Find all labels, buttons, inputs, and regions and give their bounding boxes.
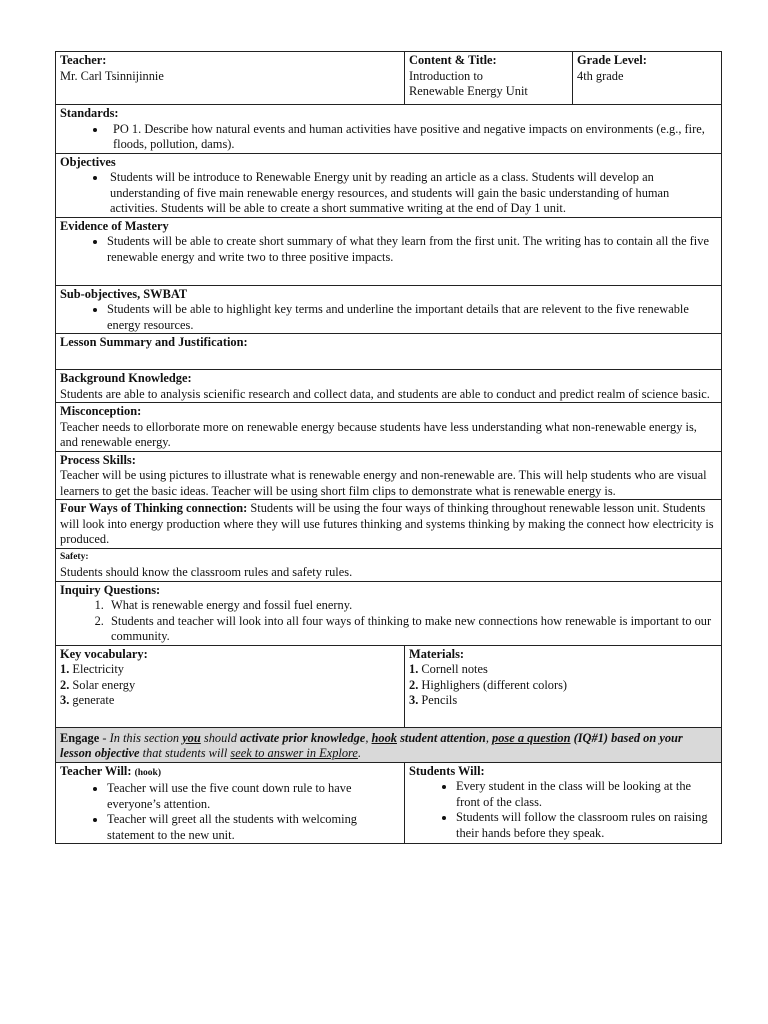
students-will-list (409, 779, 717, 841)
vocab-item-number: 2. (60, 677, 70, 692)
objectives-cell (56, 153, 722, 217)
four-ways-row (56, 500, 722, 549)
teacher-label: Teacher: (60, 53, 107, 67)
standards-label: Standards: (60, 106, 119, 120)
standards-item: • PO 1. Describe how natural events and human activities have positive and negative impacts on environments (e.g., fire, floods, pollution, dams). (107, 122, 717, 153)
standards-row (56, 105, 722, 154)
teacher-will-item: • Teacher will greet all the students with welcoming statement to the new unit. (107, 812, 400, 843)
inquiry-label: Inquiry Questions: (60, 582, 161, 597)
vocab-item-text: Electricity (69, 662, 124, 676)
grade-level-cell (573, 52, 722, 105)
evidence-row (56, 217, 722, 285)
subobjectives-row (56, 285, 722, 334)
engage-text-13: . (357, 746, 362, 760)
background-cell (56, 370, 722, 403)
vocab-label: Key vocabulary: (60, 646, 148, 661)
engage-text-12: seek to answer in Explore (230, 746, 358, 760)
engage-text-1: - In this section (99, 730, 183, 745)
vocab-item-number: 1. (60, 662, 70, 676)
content-title-line2: Renewable Energy Unit (409, 84, 528, 98)
materials-item-number: 3. (409, 693, 419, 707)
materials-item (409, 678, 717, 694)
teacher-students-row (56, 762, 722, 844)
process-skills-cell (56, 451, 722, 500)
misconception-row (56, 403, 722, 452)
evidence-list (60, 234, 717, 265)
inquiry-item: 2. Students and teacher will look into all four ways of thinking to make new connections how renewable is important to our community. (107, 614, 717, 645)
four-ways-cell (56, 500, 722, 549)
inquiry-list (60, 598, 717, 645)
evidence-cell (56, 217, 722, 285)
teacher-will-cell (56, 762, 405, 844)
engage-label: Engage (60, 730, 100, 745)
objectives-row (56, 153, 722, 217)
materials-item (409, 693, 717, 709)
header-row (56, 52, 722, 105)
background-label: Background Knowledge: (60, 371, 192, 385)
teacher-cell (56, 52, 405, 105)
students-will-item: • Students will follow the classroom rules on raising their hands before they speak. (456, 810, 717, 841)
process-skills-text: Teacher will be using pictures to illustrate what is renewable energy and non-renewable are. This will help students who are visual learners to get the basic ideas. Teacher will be using short film clips to demonstrate what is renewable energy is. (60, 468, 707, 498)
safety-label: Safety: (60, 551, 89, 562)
materials-item-number: 2. (409, 677, 419, 692)
engage-text-9: pose a question (492, 730, 571, 745)
evidence-label: Evidence of Mastery (60, 218, 169, 233)
standards-list (60, 122, 717, 153)
materials-item-text: Highlighers (different colors) (418, 677, 568, 692)
safety-cell (56, 548, 722, 581)
lesson-summary-row (56, 334, 722, 370)
subobjectives-item: • Students will be able to highlight key terms and underline the important details that are relevent to the five renewable energy resources. (107, 302, 717, 333)
teacher-will-hook: (hook) (134, 767, 161, 778)
objectives-list (60, 170, 717, 217)
lesson-plan-table (55, 51, 722, 844)
engage-text-5: , (365, 730, 372, 745)
engage-text-2: you (182, 730, 201, 745)
vocab-cell (56, 645, 405, 727)
content-title-line1: Introduction to (409, 68, 483, 83)
inquiry-item: 1. What is renewable energy and fossil fuel enerny. (107, 598, 717, 614)
students-will-label: Students Will: (409, 763, 485, 778)
vocab-item-number: 3. (60, 693, 70, 707)
four-ways-label: Four Ways of Thinking connection: (60, 501, 248, 515)
materials-item-text: Cornell notes (418, 662, 488, 676)
background-row (56, 370, 722, 403)
inquiry-cell (56, 581, 722, 645)
objectives-label: Objectives (60, 154, 116, 169)
misconception-label: Misconception: (60, 404, 142, 418)
engage-cell (56, 727, 722, 762)
engage-text-7: student attention (397, 730, 486, 745)
lesson-summary-cell (56, 334, 722, 370)
engage-row (56, 727, 722, 762)
vocab-item-text: generate (69, 693, 115, 707)
engage-text-4: activate prior knowledge (240, 730, 366, 745)
safety-row (56, 548, 722, 581)
four-ways-text: Students will be using the four ways of thinking throughout renewable lesson unit. Students will look into energy production where they will use futures thinking and systems thinking by making the connect how electricity is produced. (60, 501, 714, 546)
misconception-text: Teacher needs to ellorborate more on renewable energy because students have less understanding what non-renewable energy is, and renewable energy. (60, 419, 697, 449)
standards-cell (56, 105, 722, 154)
teacher-will-item: • Teacher will use the five count down rule to have everyone’s attention. (107, 781, 400, 812)
students-will-item: • Every student in the class will be looking at the front of the class. (456, 779, 717, 810)
materials-item-number: 1. (409, 662, 419, 676)
vocab-materials-row (56, 645, 722, 727)
safety-text: Students should know the classroom rules and safety rules. (60, 565, 353, 579)
process-skills-label: Process Skills: (60, 452, 136, 467)
subobjectives-cell (56, 285, 722, 334)
lesson-summary-label: Lesson Summary and Justification: (60, 335, 248, 349)
vocab-item-text: Solar energy (69, 677, 136, 692)
engage-text-10: (IQ#1) based on your lesson objective (60, 730, 683, 760)
materials-item-text: Pencils (418, 693, 458, 707)
vocab-item (60, 662, 400, 678)
students-will-cell (405, 762, 722, 844)
engage-text-11: that students will (139, 746, 231, 760)
vocab-item (60, 678, 400, 694)
grade-value: 4th grade (577, 68, 624, 83)
engage-text-3: should (200, 730, 241, 745)
content-label: Content & Title: (409, 53, 497, 67)
teacher-will-list (60, 781, 400, 843)
background-text: Students are able to analysis scienific research and collect data, and students are able to conduct and predict realm of science basic. (60, 386, 710, 401)
materials-label: Materials: (409, 646, 465, 661)
vocab-item (60, 693, 400, 709)
subobjectives-list (60, 302, 717, 333)
engage-text-8: , (485, 730, 493, 745)
teacher-name: Mr. Carl Tsinnijinnie (60, 68, 164, 83)
misconception-cell (56, 403, 722, 452)
lesson-plan-document (55, 51, 721, 844)
objectives-item: • Students will be introduce to Renewable Energy unit by reading an article as a class. Students will develop an understanding of five main renewable energy resources, and students will gain the basic understanding of human activities. Students will be able to create a short summative writing at the end of Day 1 unit. (107, 170, 717, 217)
teacher-will-label: Teacher Will: (60, 763, 135, 778)
content-title-cell (405, 52, 573, 105)
subobjectives-label: Sub-objectives, SWBAT (60, 286, 188, 301)
materials-cell (405, 645, 722, 727)
teacher-will-heading (60, 764, 400, 782)
materials-item (409, 662, 717, 678)
engage-text-6: hook (371, 730, 397, 745)
process-skills-row (56, 451, 722, 500)
inquiry-row (56, 581, 722, 645)
grade-label: Grade Level: (577, 53, 647, 67)
evidence-item: • Students will be able to create short summary of what they learn from the first unit. The writing has to contain all the five renewable energy and write two to three positive impacts. (107, 234, 717, 265)
